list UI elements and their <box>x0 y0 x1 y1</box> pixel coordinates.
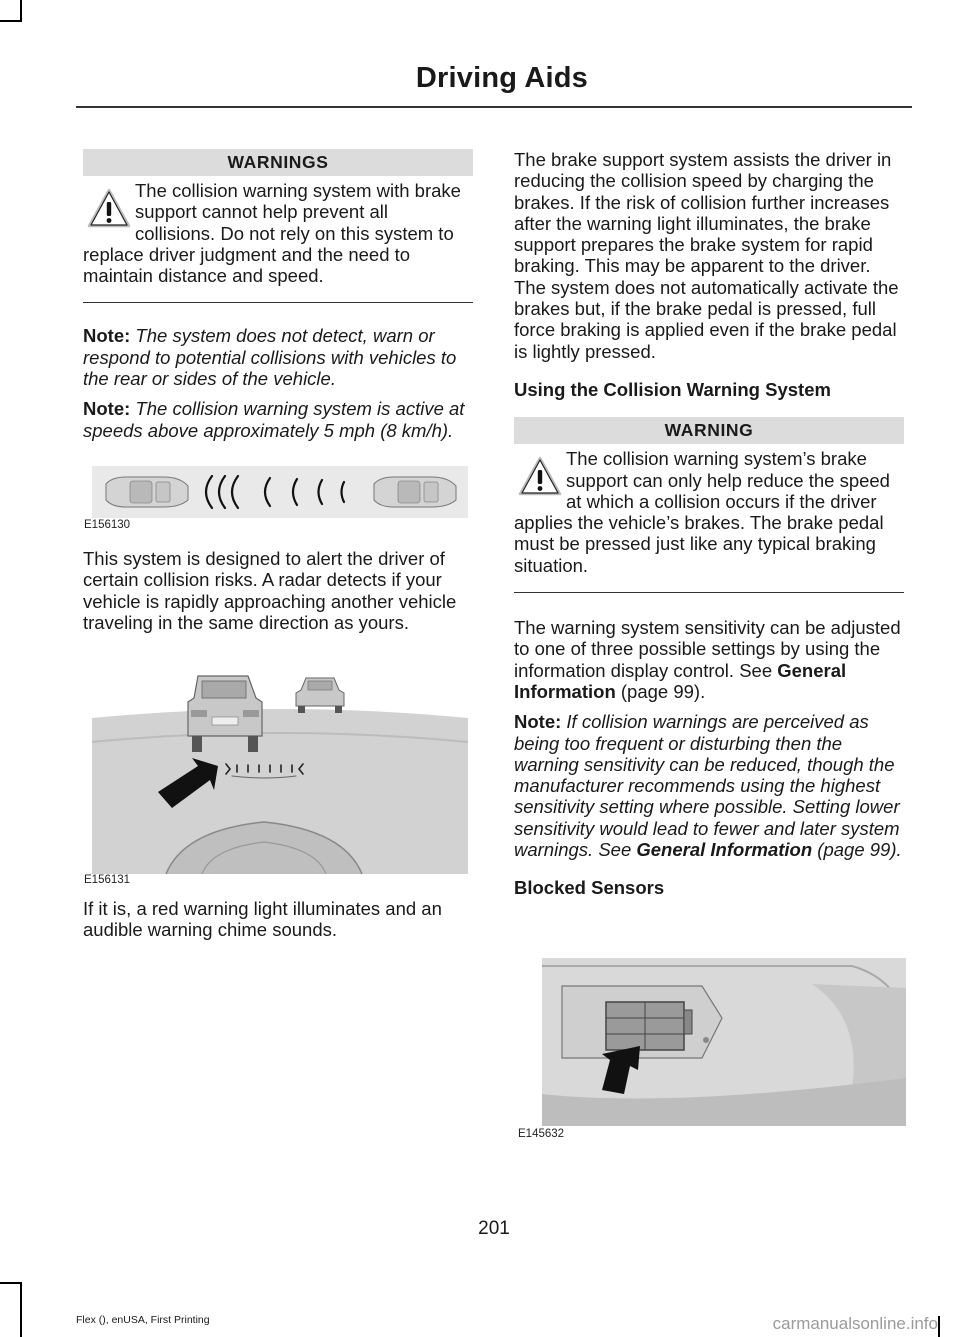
warning-divider <box>83 302 473 303</box>
right-column <box>514 149 904 899</box>
crop-mark <box>20 1282 22 1337</box>
page-header-title: Driving Aids <box>415 62 588 94</box>
left-column-para <box>83 548 473 633</box>
figure-code: E156131 <box>84 874 131 886</box>
crop-mark <box>20 0 22 22</box>
warnings-heading: WARNINGS <box>83 149 473 176</box>
note-text: If collision warnings are perceived as being too frequent or disturbing then the warning sensitivity can be reduced, though the manufacturer recommends using the highest sensitivity setting where possible. Setting lower sensitivity would lead to fewer and later system warnings. See <box>514 711 900 861</box>
windshield-warning-illustration <box>92 662 468 874</box>
warning-divider <box>514 592 904 593</box>
left-column-para2 <box>83 898 473 941</box>
sensor-icon <box>606 1002 692 1050</box>
radar-sensor-illustration <box>522 958 906 1126</box>
figure-code: E156130 <box>84 519 131 531</box>
body-paragraph: The brake support system assists the driver in reducing the collision speed by charging the brakes. If the risk of collision further increases after the warning light illuminates, the brake support prepares the brake system for rapid braking. This may be apparent to the driver. The system does not automatically activate the brakes but, if the brake pedal is pressed, full force braking is applied even if the brake pedal is lightly pressed. <box>514 149 899 362</box>
section-heading: Using the Collision Warning System <box>514 378 831 400</box>
warning-triangle-icon <box>83 180 135 240</box>
crop-mark <box>938 1316 940 1337</box>
note-label: Note: <box>83 325 131 347</box>
warning-box <box>514 448 904 576</box>
warning-triangle-icon <box>514 448 566 508</box>
note-1 <box>83 325 473 389</box>
radar-waves-illustration <box>92 466 468 518</box>
crop-mark <box>0 20 22 22</box>
body-paragraph <box>514 617 904 702</box>
body-paragraph: This system is designed to alert the driver of certain collision risks. A radar detects if your vehicle is rapidly approaching another vehicle traveling in the same direction as yours. <box>83 548 457 633</box>
section-heading: Blocked Sensors <box>514 877 665 899</box>
warning-text: The collision warning system’s brake support can only help reduce the speed at which a collision occurs if the driver applies the vehicle’s brakes. The brake pedal must be pressed just like any typical braking situation. <box>514 448 890 576</box>
warning-box <box>83 180 473 286</box>
note-text: The collision warning system is active at speeds above approximately 5 mph (8 km/h). <box>83 398 465 441</box>
note-label: Note: <box>514 711 562 733</box>
warning-text: The collision warning system with brake support cannot help prevent all collisions. Do not rely on this system to replace driver judgment and the need to maintain distance and speed. <box>83 180 461 287</box>
car-icon <box>106 477 188 507</box>
cross-reference-link[interactable]: General Information <box>514 659 847 702</box>
crop-mark <box>0 1282 22 1284</box>
note-2 <box>83 398 473 441</box>
para-text: The warning system sensitivity can be adjusted to one of three possible settings by using the information display control. See <box>514 617 901 681</box>
note-text: The system does not detect, warn or respond to potential collisions with vehicles to the rear or sides of the vehicle. <box>83 325 457 390</box>
body-paragraph: If it is, a red warning light illuminates and an audible warning chime sounds. <box>83 898 442 941</box>
car-icon <box>374 477 456 507</box>
figure-code: E145632 <box>518 1128 565 1140</box>
left-column <box>83 149 473 441</box>
page-ref: (page 99). <box>615 680 706 702</box>
page-number: 201 <box>478 1218 510 1239</box>
cross-reference-link[interactable]: General Information <box>636 839 813 861</box>
note-label: Note: <box>83 398 131 420</box>
print-info: Flex (), enUSA, First Printing <box>76 1314 210 1326</box>
page-ref: (page 99). <box>812 839 902 861</box>
header-divider <box>76 106 912 108</box>
warning-heading: WARNING <box>514 417 904 444</box>
watermark: carmanualsonline.info <box>772 1314 938 1333</box>
note <box>514 711 904 860</box>
